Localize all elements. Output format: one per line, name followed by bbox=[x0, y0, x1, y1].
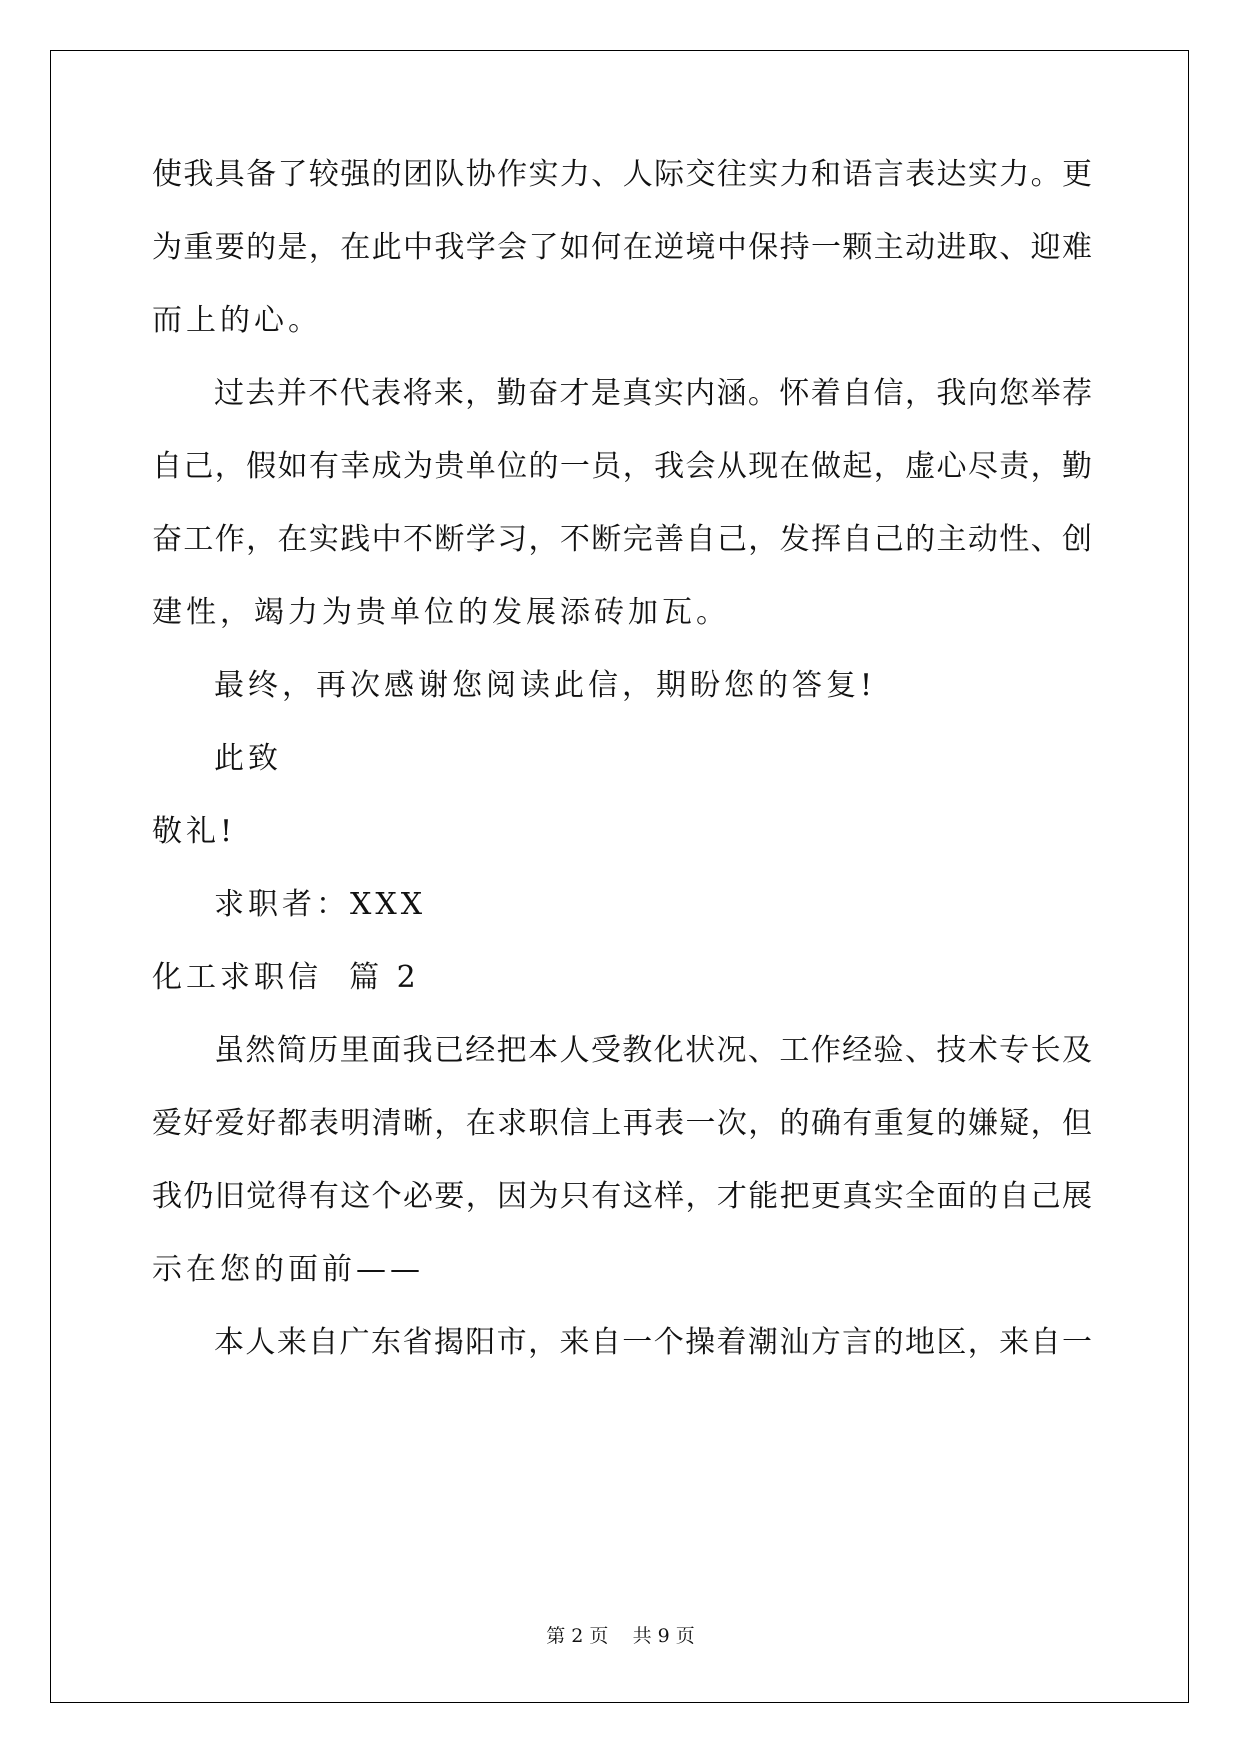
body-line: 使我具备了较强的团队协作实力、人际交往实力和语言表达实力。更 bbox=[152, 157, 1092, 192]
body-line: 爱好爱好都表明清晰，在求职信上再表一次，的确有重复的嫌疑，但 bbox=[152, 1106, 1092, 1141]
paragraph-start-line: 过去并不代表将来，勤奋才是真实内涵。怀着自信，我向您举荐 bbox=[214, 376, 1092, 411]
signature-line: 求职者：XXX bbox=[214, 887, 427, 922]
body-line: 而上的心。 bbox=[152, 303, 322, 338]
page-frame bbox=[50, 50, 1189, 1703]
paragraph-start-line: 虽然简历里面我已经把本人受教化状况、工作经验、技术专长及 bbox=[214, 1033, 1092, 1068]
body-line: 自己，假如有幸成为贵单位的一员，我会从现在做起，虚心尽责，勤 bbox=[152, 449, 1092, 484]
salutation-line: 敬礼! bbox=[152, 814, 237, 849]
section-heading: 化工求职信 篇 2 bbox=[152, 960, 420, 995]
body-line: 建性，竭力为贵单位的发展添砖加瓦。 bbox=[152, 595, 730, 630]
body-line: 示在您的面前—— bbox=[152, 1252, 424, 1287]
closing-line: 最终，再次感谢您阅读此信，期盼您的答复! bbox=[214, 668, 877, 703]
body-line: 为重要的是，在此中我学会了如何在逆境中保持一颗主动进取、迎难 bbox=[152, 230, 1092, 265]
body-line: 我仍旧觉得有这个必要，因为只有这样，才能把更真实全面的自己展 bbox=[152, 1179, 1092, 1214]
page-number-footer: 第 2 页 共 9 页 bbox=[546, 1625, 695, 1647]
salutation-line: 此致 bbox=[214, 741, 282, 776]
body-line: 奋工作，在实践中不断学习，不断完善自己，发挥自己的主动性、创 bbox=[152, 522, 1092, 557]
paragraph-start-line: 本人来自广东省揭阳市，来自一个操着潮汕方言的地区，来自一 bbox=[214, 1325, 1092, 1360]
